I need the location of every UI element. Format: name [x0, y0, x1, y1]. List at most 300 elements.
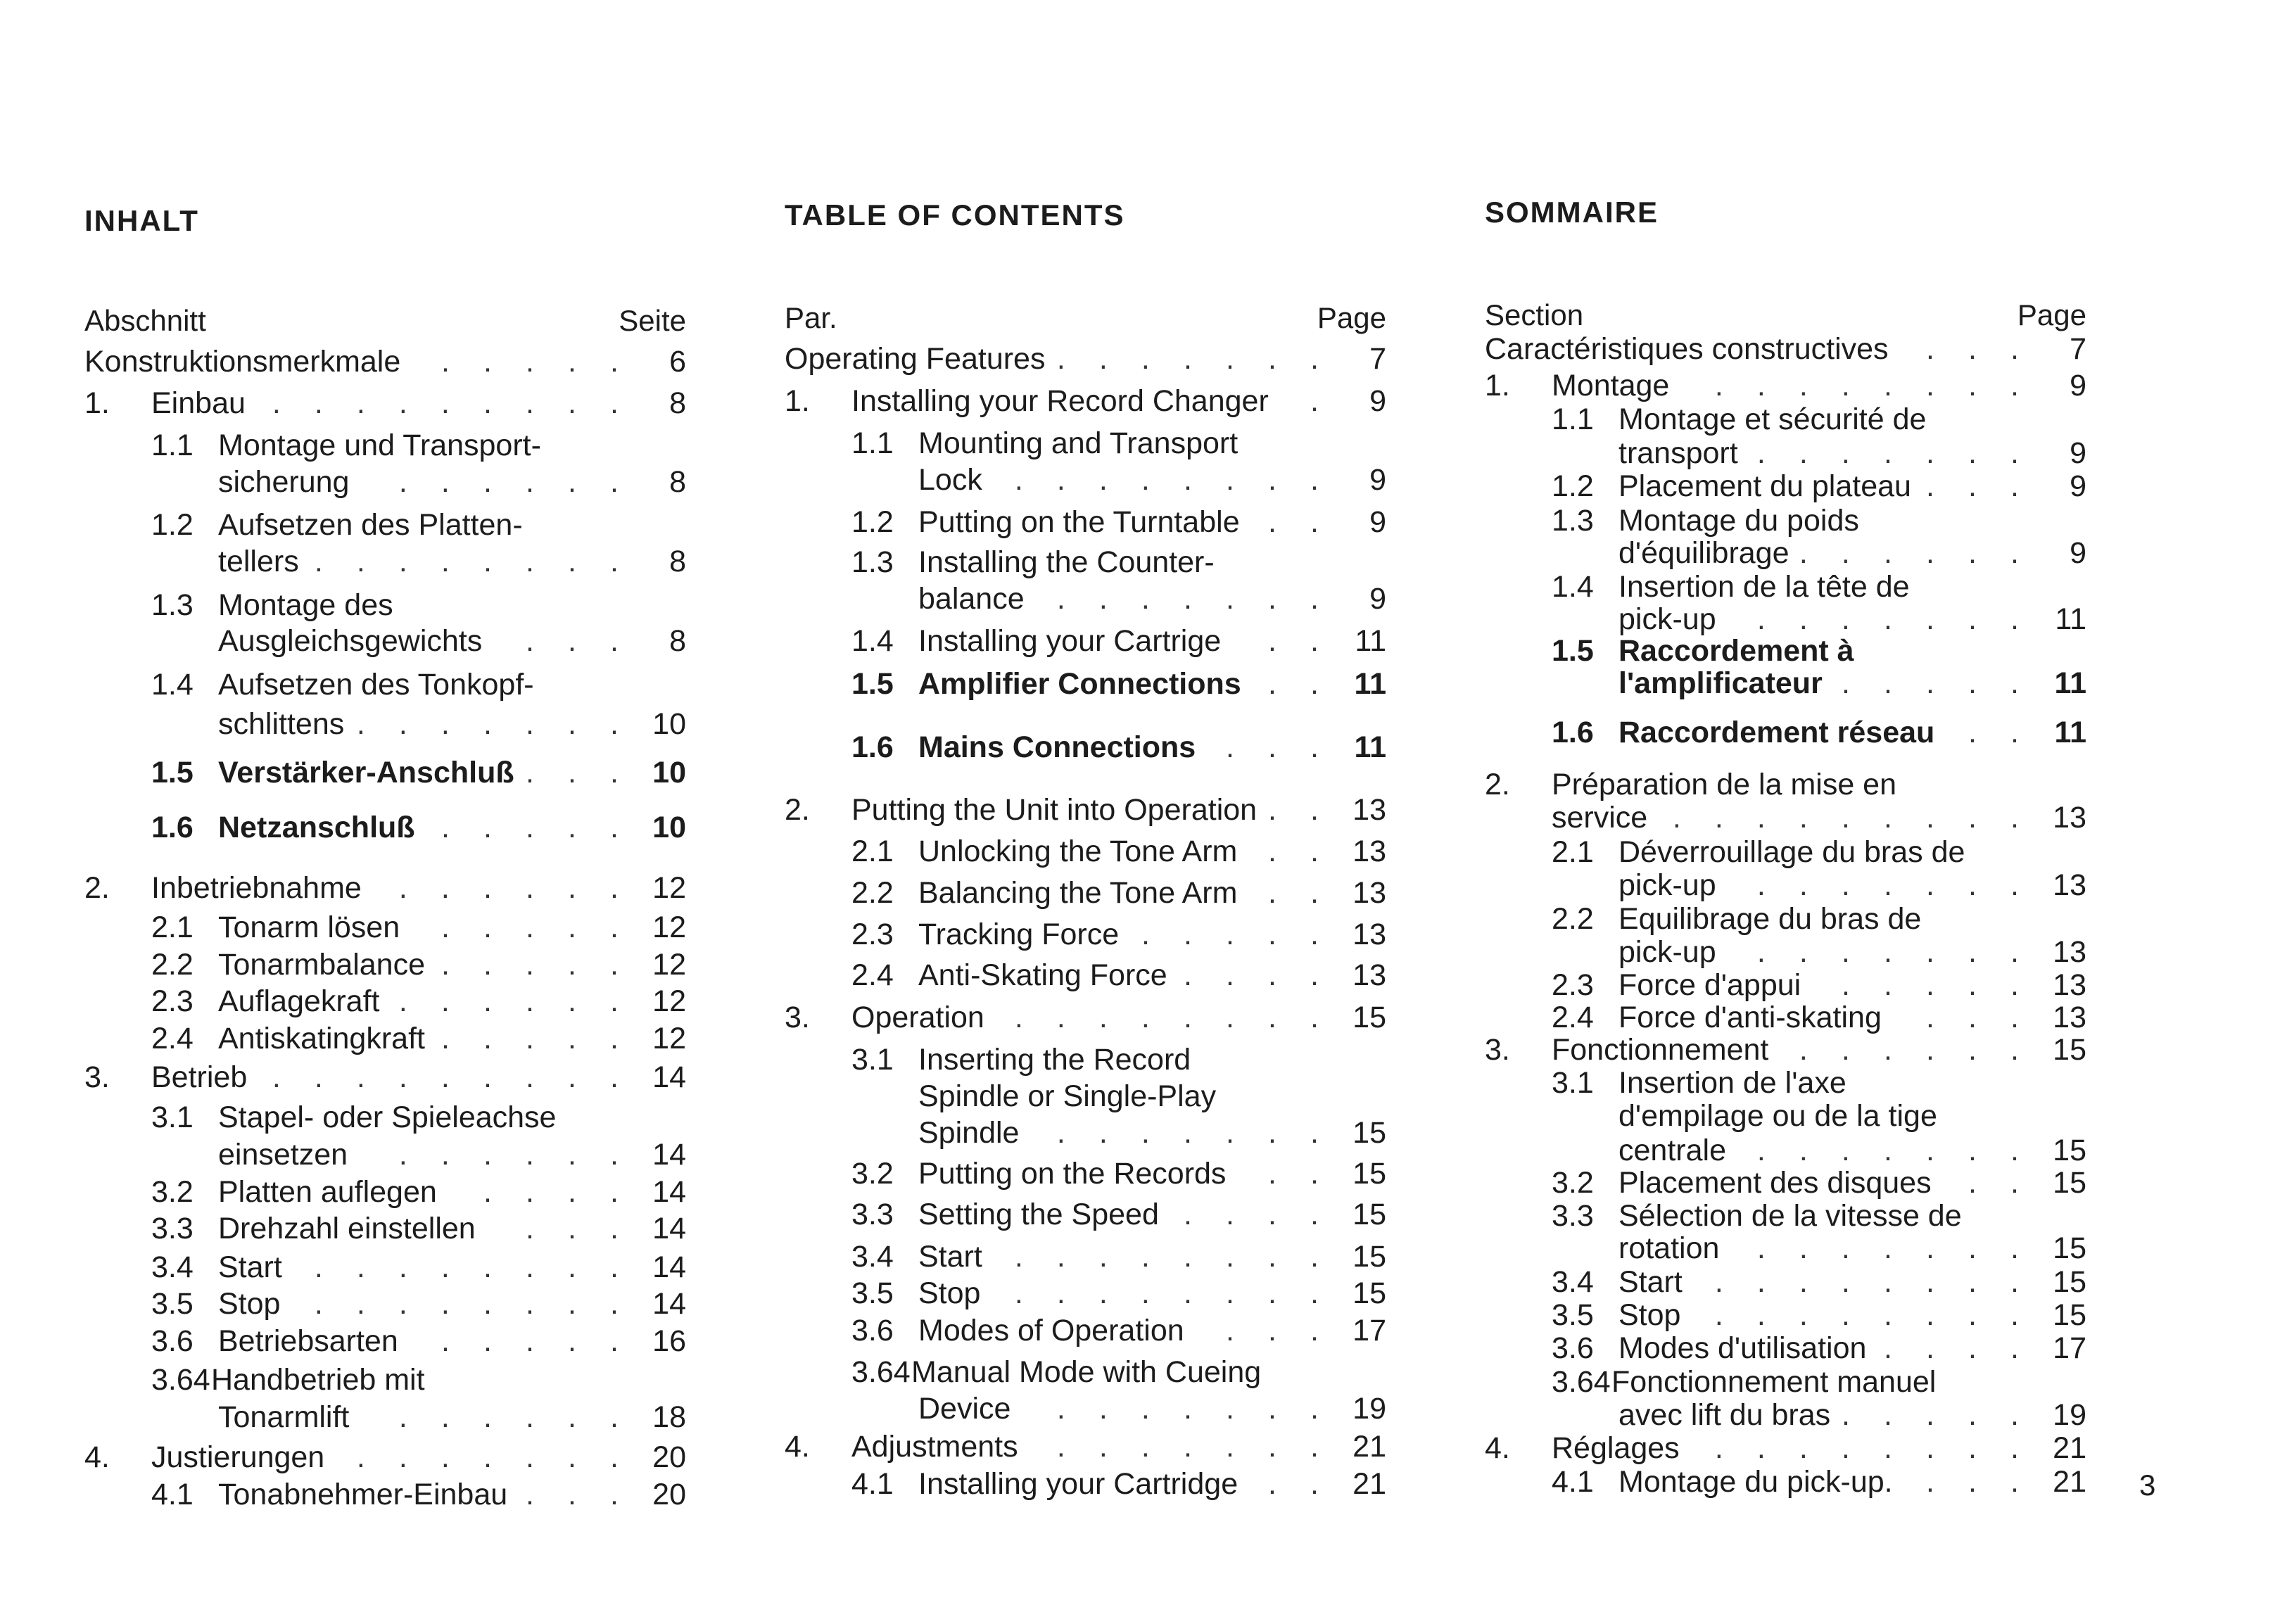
toc-entry	[1485, 1165, 2086, 1201]
toc-entry	[84, 1020, 686, 1057]
entry-title: Tonarm lösen	[218, 911, 400, 944]
entry-title: Tonarmlift	[218, 1400, 350, 1434]
entry-title: Insertion de l'axe	[1618, 1066, 1846, 1100]
entry-page: 13	[1352, 835, 1386, 868]
entry-title: Stop	[218, 1287, 281, 1321]
entry-title: Betriebsarten	[218, 1324, 398, 1358]
entry-title: Raccordement à	[1618, 634, 1854, 668]
entry-title: Aufsetzen des Tonkopf-	[218, 668, 534, 702]
dot-leader: . . . . .	[1841, 1398, 2032, 1432]
toc-entry	[84, 809, 686, 846]
entry-page: 13	[1352, 958, 1386, 992]
entry-title: Inserting the Record	[918, 1043, 1191, 1077]
column-header	[84, 301, 686, 338]
page-number: 3	[2139, 1468, 2156, 1502]
dot-leader: . . . . . . .	[1756, 868, 2032, 902]
dot-leader: . . .	[1925, 1001, 2032, 1034]
entry-number: 4.1	[151, 1478, 194, 1511]
entry-title: Betrieb	[151, 1060, 248, 1094]
toc-entry	[1485, 1464, 2086, 1500]
entry-page: 8	[669, 624, 686, 658]
dot-leader: . . . .	[1183, 1198, 1331, 1231]
entry-title: Mains Connections	[918, 730, 1196, 764]
toc-entry	[1485, 1364, 2086, 1400]
toc-entry	[1485, 665, 2086, 702]
entry-title: Préparation de la mise en	[1552, 768, 1897, 801]
entry-page: 10	[652, 811, 686, 844]
entry-page: 14	[652, 1287, 686, 1321]
toc-entry	[1485, 435, 2086, 471]
toc-entry	[84, 1476, 686, 1513]
entry-number: 2.1	[1552, 835, 1594, 869]
dot-leader: . . . . . . .	[1756, 935, 2032, 969]
entry-number: 2.3	[151, 984, 194, 1018]
toc-entry	[785, 1041, 1386, 1078]
entry-page: 15	[2053, 1298, 2086, 1332]
entry-number: 1.6	[151, 811, 194, 844]
entry-number: 2.2	[151, 948, 194, 982]
entry-number: 2.2	[1552, 902, 1594, 936]
entry-page: 9	[1369, 505, 1386, 539]
dot-leader: . .	[1267, 505, 1331, 539]
entry-title: rotation	[1618, 1231, 1720, 1265]
toc-entry	[785, 1196, 1386, 1233]
page-header-label: Page	[2017, 298, 2086, 331]
entry-title: pick-up	[1618, 602, 1716, 636]
toc-entry	[84, 1286, 686, 1322]
toc-entry	[84, 507, 686, 543]
entry-page: 15	[1352, 1276, 1386, 1310]
entry-page: 20	[652, 1478, 686, 1511]
dot-leader: . . . . .	[441, 345, 631, 379]
entry-title: schlittens	[218, 707, 345, 741]
entry-number: 3.5	[851, 1276, 894, 1310]
toc-entry	[785, 729, 1386, 766]
entry-number: 1.4	[851, 624, 894, 658]
toc-entry	[785, 1466, 1386, 1502]
toc-entry	[84, 870, 686, 906]
entry-number: 3.	[785, 1001, 810, 1034]
dot-leader: . . . . . . . .	[1014, 1240, 1331, 1274]
dot-leader: .	[1310, 384, 1331, 418]
entry-number: 1.5	[1552, 634, 1594, 668]
dot-leader: . . .	[525, 1478, 631, 1511]
entry-page: 8	[669, 465, 686, 499]
dot-leader: . . . . . . . .	[1714, 1431, 2032, 1465]
dot-leader: . . .	[1925, 469, 2032, 503]
entry-page: 11	[1354, 667, 1386, 701]
entry-page: 14	[652, 1138, 686, 1172]
entry-title: Caractéristiques constructives	[1485, 332, 1889, 366]
toc-entry	[1485, 367, 2086, 404]
entry-title: Installing your Cartridge	[918, 1467, 1238, 1501]
entry-number: 1.4	[151, 668, 194, 702]
entry-page: 14	[652, 1175, 686, 1209]
entry-title: Unlocking the Tone Arm	[918, 835, 1238, 868]
toc-entry	[1485, 1132, 2086, 1169]
dot-leader: . . . . .	[441, 911, 631, 944]
entry-page: 18	[652, 1400, 686, 1434]
toc-entry	[84, 666, 686, 703]
dot-leader: . . .	[1225, 1314, 1331, 1347]
toc-entry	[84, 1210, 686, 1247]
section-header-label: Abschnitt	[84, 304, 206, 337]
entry-title: Start	[1618, 1265, 1683, 1299]
entry-page: 14	[652, 1212, 686, 1245]
dot-leader: . . . . . . . .	[314, 1250, 631, 1284]
entry-number: 2.1	[851, 835, 894, 868]
entry-page: 14	[652, 1060, 686, 1094]
entry-title: Balancing the Tone Arm	[918, 876, 1238, 910]
column-title: TABLE OF CONTENTS	[785, 198, 1125, 231]
entry-title: Spindle or Single-Play	[918, 1079, 1217, 1113]
toc-entry	[1485, 569, 2086, 605]
dot-leader: . . . . . . .	[1756, 1231, 2032, 1265]
entry-title: Stapel- oder Spieleachse	[218, 1100, 557, 1134]
dot-leader: . . . . . . .	[1056, 1116, 1331, 1150]
entry-number: 4.	[785, 1430, 810, 1464]
entry-page: 7	[2070, 332, 2086, 366]
toc-entry	[1485, 1065, 2086, 1101]
entry-page: 21	[2053, 1431, 2086, 1465]
toc-entry	[1485, 633, 2086, 669]
entry-title: Justierungen	[151, 1440, 325, 1474]
entry-number: 4.	[1485, 1431, 1510, 1465]
entry-title: Montage du pick-up.	[1618, 1465, 1893, 1499]
entry-title: Platten auflegen	[218, 1175, 437, 1209]
dot-leader: . . . . .	[441, 811, 631, 844]
entry-number: 2.3	[1552, 968, 1594, 1002]
dot-leader: . . . . . . .	[1756, 1134, 2032, 1167]
dot-leader: . .	[1267, 793, 1331, 827]
entry-title: Handbetrieb mit	[211, 1363, 425, 1397]
entry-page: 13	[2053, 868, 2086, 902]
toc-entry	[1485, 1297, 2086, 1333]
dot-leader: . . . . . . . .	[1014, 463, 1331, 497]
entry-number: 3.3	[151, 1212, 194, 1245]
entry-title: Tracking Force	[918, 918, 1120, 951]
entry-title: Drehzahl einstellen	[218, 1212, 476, 1245]
entry-title: Montage und Transport-	[218, 429, 541, 462]
entry-title: sicherung	[218, 465, 350, 499]
entry-title: Lock	[918, 463, 982, 497]
entry-title: avec lift du bras	[1618, 1398, 1831, 1432]
dot-leader: . . . . . . .	[1056, 1430, 1331, 1464]
toc-entry	[785, 1390, 1386, 1427]
toc-entry	[1485, 967, 2086, 1003]
entry-page: 13	[2053, 935, 2086, 969]
entry-number: 3.2	[151, 1175, 194, 1209]
entry-page: 20	[652, 1440, 686, 1474]
entry-number: 4.1	[851, 1467, 894, 1501]
dot-leader: . .	[1267, 1157, 1331, 1191]
dot-leader: . . . . . . .	[1756, 602, 2032, 636]
entry-number: 1.3	[1552, 504, 1594, 538]
dot-leader: . . . . . . . .	[1714, 1298, 2032, 1332]
entry-title: Placement des disques	[1618, 1166, 1932, 1200]
entry-title: tellers	[218, 545, 299, 578]
entry-page: 11	[2054, 716, 2086, 749]
entry-title: Fonctionnement	[1552, 1033, 1769, 1067]
entry-title: transport	[1618, 436, 1738, 470]
entry-page: 19	[1352, 1392, 1386, 1426]
entry-title: Adjustments	[851, 1430, 1018, 1464]
entry-page: 21	[1352, 1467, 1386, 1501]
dot-leader: . . . . .	[1841, 968, 2032, 1002]
page-header-label: Page	[1317, 301, 1386, 334]
dot-leader: . .	[1267, 835, 1331, 868]
toc-entry	[84, 1323, 686, 1359]
entry-title: centrale	[1618, 1134, 1726, 1167]
entry-page: 9	[2070, 369, 2086, 402]
entry-title: Sélection de la vitesse de	[1618, 1199, 1962, 1233]
entry-page: 13	[2053, 968, 2086, 1002]
entry-page: 9	[2070, 469, 2086, 503]
entry-title: Putting on the Turntable	[918, 505, 1240, 539]
entry-number: 2.	[84, 871, 110, 905]
entry-page: 11	[1354, 730, 1386, 764]
dot-leader: . . . . .	[441, 1022, 631, 1055]
entry-number: 1.3	[151, 588, 194, 622]
entry-page: 11	[1355, 624, 1386, 658]
entry-page: 6	[669, 345, 686, 379]
toc-entry	[1485, 1198, 2086, 1234]
entry-page: 10	[652, 756, 686, 789]
entry-page: 21	[2053, 1465, 2086, 1499]
toc-entry	[785, 544, 1386, 581]
toc-entry	[84, 909, 686, 946]
dot-leader: . . . . .	[441, 1324, 631, 1358]
entry-number: 1.4	[1552, 570, 1594, 604]
entry-title: Raccordement réseau	[1618, 716, 1935, 749]
toc-entry	[785, 1275, 1386, 1312]
entry-title: Montage du poids	[1618, 504, 1859, 538]
toc-entry	[1485, 1430, 2086, 1466]
column-title: INHALT	[84, 204, 199, 237]
toc-entry	[785, 425, 1386, 462]
toc-entry	[84, 754, 686, 791]
entry-title: Operating Features	[785, 342, 1046, 376]
entry-page: 9	[1369, 384, 1386, 418]
section-header-label: Par.	[785, 301, 837, 334]
entry-page: 8	[669, 545, 686, 578]
entry-number: 1.1	[151, 429, 194, 462]
toc-entry	[84, 623, 686, 659]
entry-page: 16	[652, 1324, 686, 1358]
dot-leader: . . . . . . . .	[1714, 369, 2032, 402]
entry-number: 3.1	[851, 1043, 894, 1077]
entry-title: Putting the Unit into Operation	[851, 793, 1257, 827]
dot-leader: . . . . . . .	[356, 707, 631, 741]
toc-entry	[84, 543, 686, 580]
entry-title: Mounting and Transport	[918, 426, 1238, 460]
dot-leader: . . .	[1225, 730, 1331, 764]
entry-page: 12	[652, 871, 686, 905]
entry-title: Inbetriebnahme	[151, 871, 362, 905]
dot-leader: . . . . . . . . .	[272, 386, 631, 420]
entry-page: 13	[1352, 918, 1386, 951]
entry-title: Putting on the Records	[918, 1157, 1227, 1191]
entry-title: Modes d'utilisation	[1618, 1331, 1867, 1365]
entry-page: 9	[2070, 436, 2086, 470]
dot-leader: . . . . . . . .	[314, 545, 631, 578]
toc-entry	[84, 427, 686, 464]
dot-leader: . .	[1968, 716, 2032, 749]
toc-entry	[84, 385, 686, 421]
toc-entry	[785, 833, 1386, 870]
entry-title: Stop	[918, 1276, 981, 1310]
entry-title: Réglages	[1552, 1431, 1680, 1465]
entry-title: Manual Mode with Cueing	[911, 1355, 1262, 1389]
entry-number: 2.	[785, 793, 810, 827]
toc-entry	[84, 706, 686, 742]
entry-title: d'empilage ou de la tige	[1618, 1099, 1937, 1133]
entry-page: 11	[2055, 602, 2086, 636]
entry-number: 3.6	[1552, 1331, 1594, 1365]
entry-number: 3.5	[1552, 1298, 1594, 1332]
entry-number: 3.64	[851, 1355, 911, 1389]
dot-leader: . . .	[1925, 332, 2032, 366]
entry-title: Device	[918, 1392, 1011, 1426]
toc-entry	[785, 957, 1386, 994]
dot-leader: . .	[1267, 624, 1331, 658]
entry-title: pick-up	[1618, 868, 1716, 902]
entry-title: Anti-Skating Force	[918, 958, 1167, 992]
toc-entry	[1485, 867, 2086, 903]
toc-entry	[1485, 1032, 2086, 1068]
dot-leader: . .	[1267, 1467, 1331, 1501]
toc-entry	[84, 1099, 686, 1136]
entry-number: 4.	[84, 1440, 110, 1474]
entry-title: l'amplificateur	[1618, 666, 1823, 700]
entry-number: 3.64	[1552, 1365, 1611, 1399]
entry-page: 13	[2053, 1001, 2086, 1034]
dot-leader: . . . .	[483, 1175, 631, 1209]
entry-page: 21	[1352, 1430, 1386, 1464]
entry-number: 2.4	[851, 958, 894, 992]
dot-leader: . . . . . . . .	[1014, 1001, 1331, 1034]
dot-leader: . . . . . . . .	[314, 1287, 631, 1321]
dot-leader: . . . . . . . . .	[1672, 801, 2032, 835]
entry-number: 3.4	[851, 1240, 894, 1274]
entry-title: Tonabnehmer-Einbau	[218, 1478, 508, 1511]
entry-number: 3.64	[151, 1363, 210, 1397]
dot-leader: . . . . . .	[398, 1138, 631, 1172]
entry-title: Montage	[1552, 369, 1670, 402]
toc-entry	[1485, 331, 2086, 367]
entry-number: 3.5	[151, 1287, 194, 1321]
toc-entry	[785, 792, 1386, 828]
dot-leader: . . . . . . .	[1056, 1392, 1331, 1426]
dot-leader: . . . . . .	[398, 871, 631, 905]
entry-title: Déverrouillage du bras de	[1618, 835, 1965, 869]
entry-number: 1.2	[851, 505, 894, 539]
toc-entry	[1485, 535, 2086, 571]
entry-title: Spindle	[918, 1116, 1020, 1150]
toc-entry	[1485, 1264, 2086, 1300]
toc-entry	[84, 1136, 686, 1173]
toc-entry	[84, 1399, 686, 1435]
entry-title: Installing your Record Changer	[851, 384, 1269, 418]
dot-leader: . . .	[1925, 1465, 2032, 1499]
dot-leader: . .	[1267, 667, 1331, 701]
entry-title: Setting the Speed	[918, 1198, 1159, 1231]
dot-leader: . . . . . .	[398, 1400, 631, 1434]
toc-entry	[785, 462, 1386, 498]
dot-leader: . . .	[525, 756, 631, 789]
entry-number: 3.4	[151, 1250, 194, 1284]
entry-page: 8	[669, 386, 686, 420]
dot-leader: . . . . . . . .	[1014, 1276, 1331, 1310]
entry-number: 3.	[84, 1060, 110, 1094]
entry-page: 15	[2053, 1134, 2086, 1167]
entry-page: 15	[1352, 1198, 1386, 1231]
column-title: SOMMAIRE	[1485, 196, 1659, 229]
dot-leader: . . . .	[1883, 1331, 2032, 1365]
entry-number: 2.4	[151, 1022, 194, 1055]
toc-entry	[785, 1354, 1386, 1390]
toc-entry	[785, 341, 1386, 377]
entry-number: 4.1	[1552, 1465, 1594, 1499]
dot-leader: . . . .	[1183, 958, 1331, 992]
toc-entry	[84, 983, 686, 1020]
toc-entry	[785, 581, 1386, 617]
toc-entry	[1485, 1230, 2086, 1267]
entry-title: balance	[918, 582, 1025, 616]
entry-number: 1.3	[851, 545, 894, 579]
entry-page: 12	[652, 911, 686, 944]
toc-entry	[84, 1439, 686, 1476]
entry-title: Aufsetzen des Platten-	[218, 508, 523, 542]
dot-leader: . . . . . .	[398, 984, 631, 1018]
dot-leader: . . . . .	[441, 948, 631, 982]
entry-title: Montage des	[218, 588, 393, 622]
entry-number: 1.2	[1552, 469, 1594, 503]
entry-page: 13	[2053, 801, 2086, 835]
entry-number: 1.	[785, 384, 810, 418]
entry-title: Force d'appui	[1618, 968, 1801, 1002]
toc-entry	[1485, 401, 2086, 438]
entry-page: 15	[1352, 1157, 1386, 1191]
entry-title: Fonctionnement manuel	[1611, 1365, 1937, 1399]
dot-leader: . . . . . .	[1799, 1033, 2032, 1067]
toc-entry	[1485, 468, 2086, 505]
dot-leader: . . . . . . .	[1756, 436, 2032, 470]
toc-entry	[785, 504, 1386, 540]
entry-title: Auflagekraft	[218, 984, 380, 1018]
dot-leader: . . . . . . .	[356, 1440, 631, 1474]
toc-entry	[785, 875, 1386, 911]
entry-page: 15	[1352, 1116, 1386, 1150]
entry-page: 14	[652, 1250, 686, 1284]
entry-number: 1.1	[851, 426, 894, 460]
toc-entry	[785, 999, 1386, 1036]
toc-entry	[84, 1059, 686, 1096]
entry-number: 2.2	[851, 876, 894, 910]
entry-page: 11	[2054, 666, 2086, 700]
toc-entry	[785, 1078, 1386, 1115]
section-header-label: Section	[1485, 298, 1584, 331]
dot-leader: . . . . .	[1141, 918, 1331, 951]
toc-entry	[84, 946, 686, 983]
dot-leader: . .	[1968, 1166, 2032, 1200]
toc-entry	[84, 1362, 686, 1398]
toc-entry	[785, 1238, 1386, 1275]
entry-title: Konstruktionsmerkmale	[84, 345, 401, 379]
toc-entry	[785, 666, 1386, 702]
entry-number: 3.6	[151, 1324, 194, 1358]
toc-entry	[1485, 1397, 2086, 1433]
